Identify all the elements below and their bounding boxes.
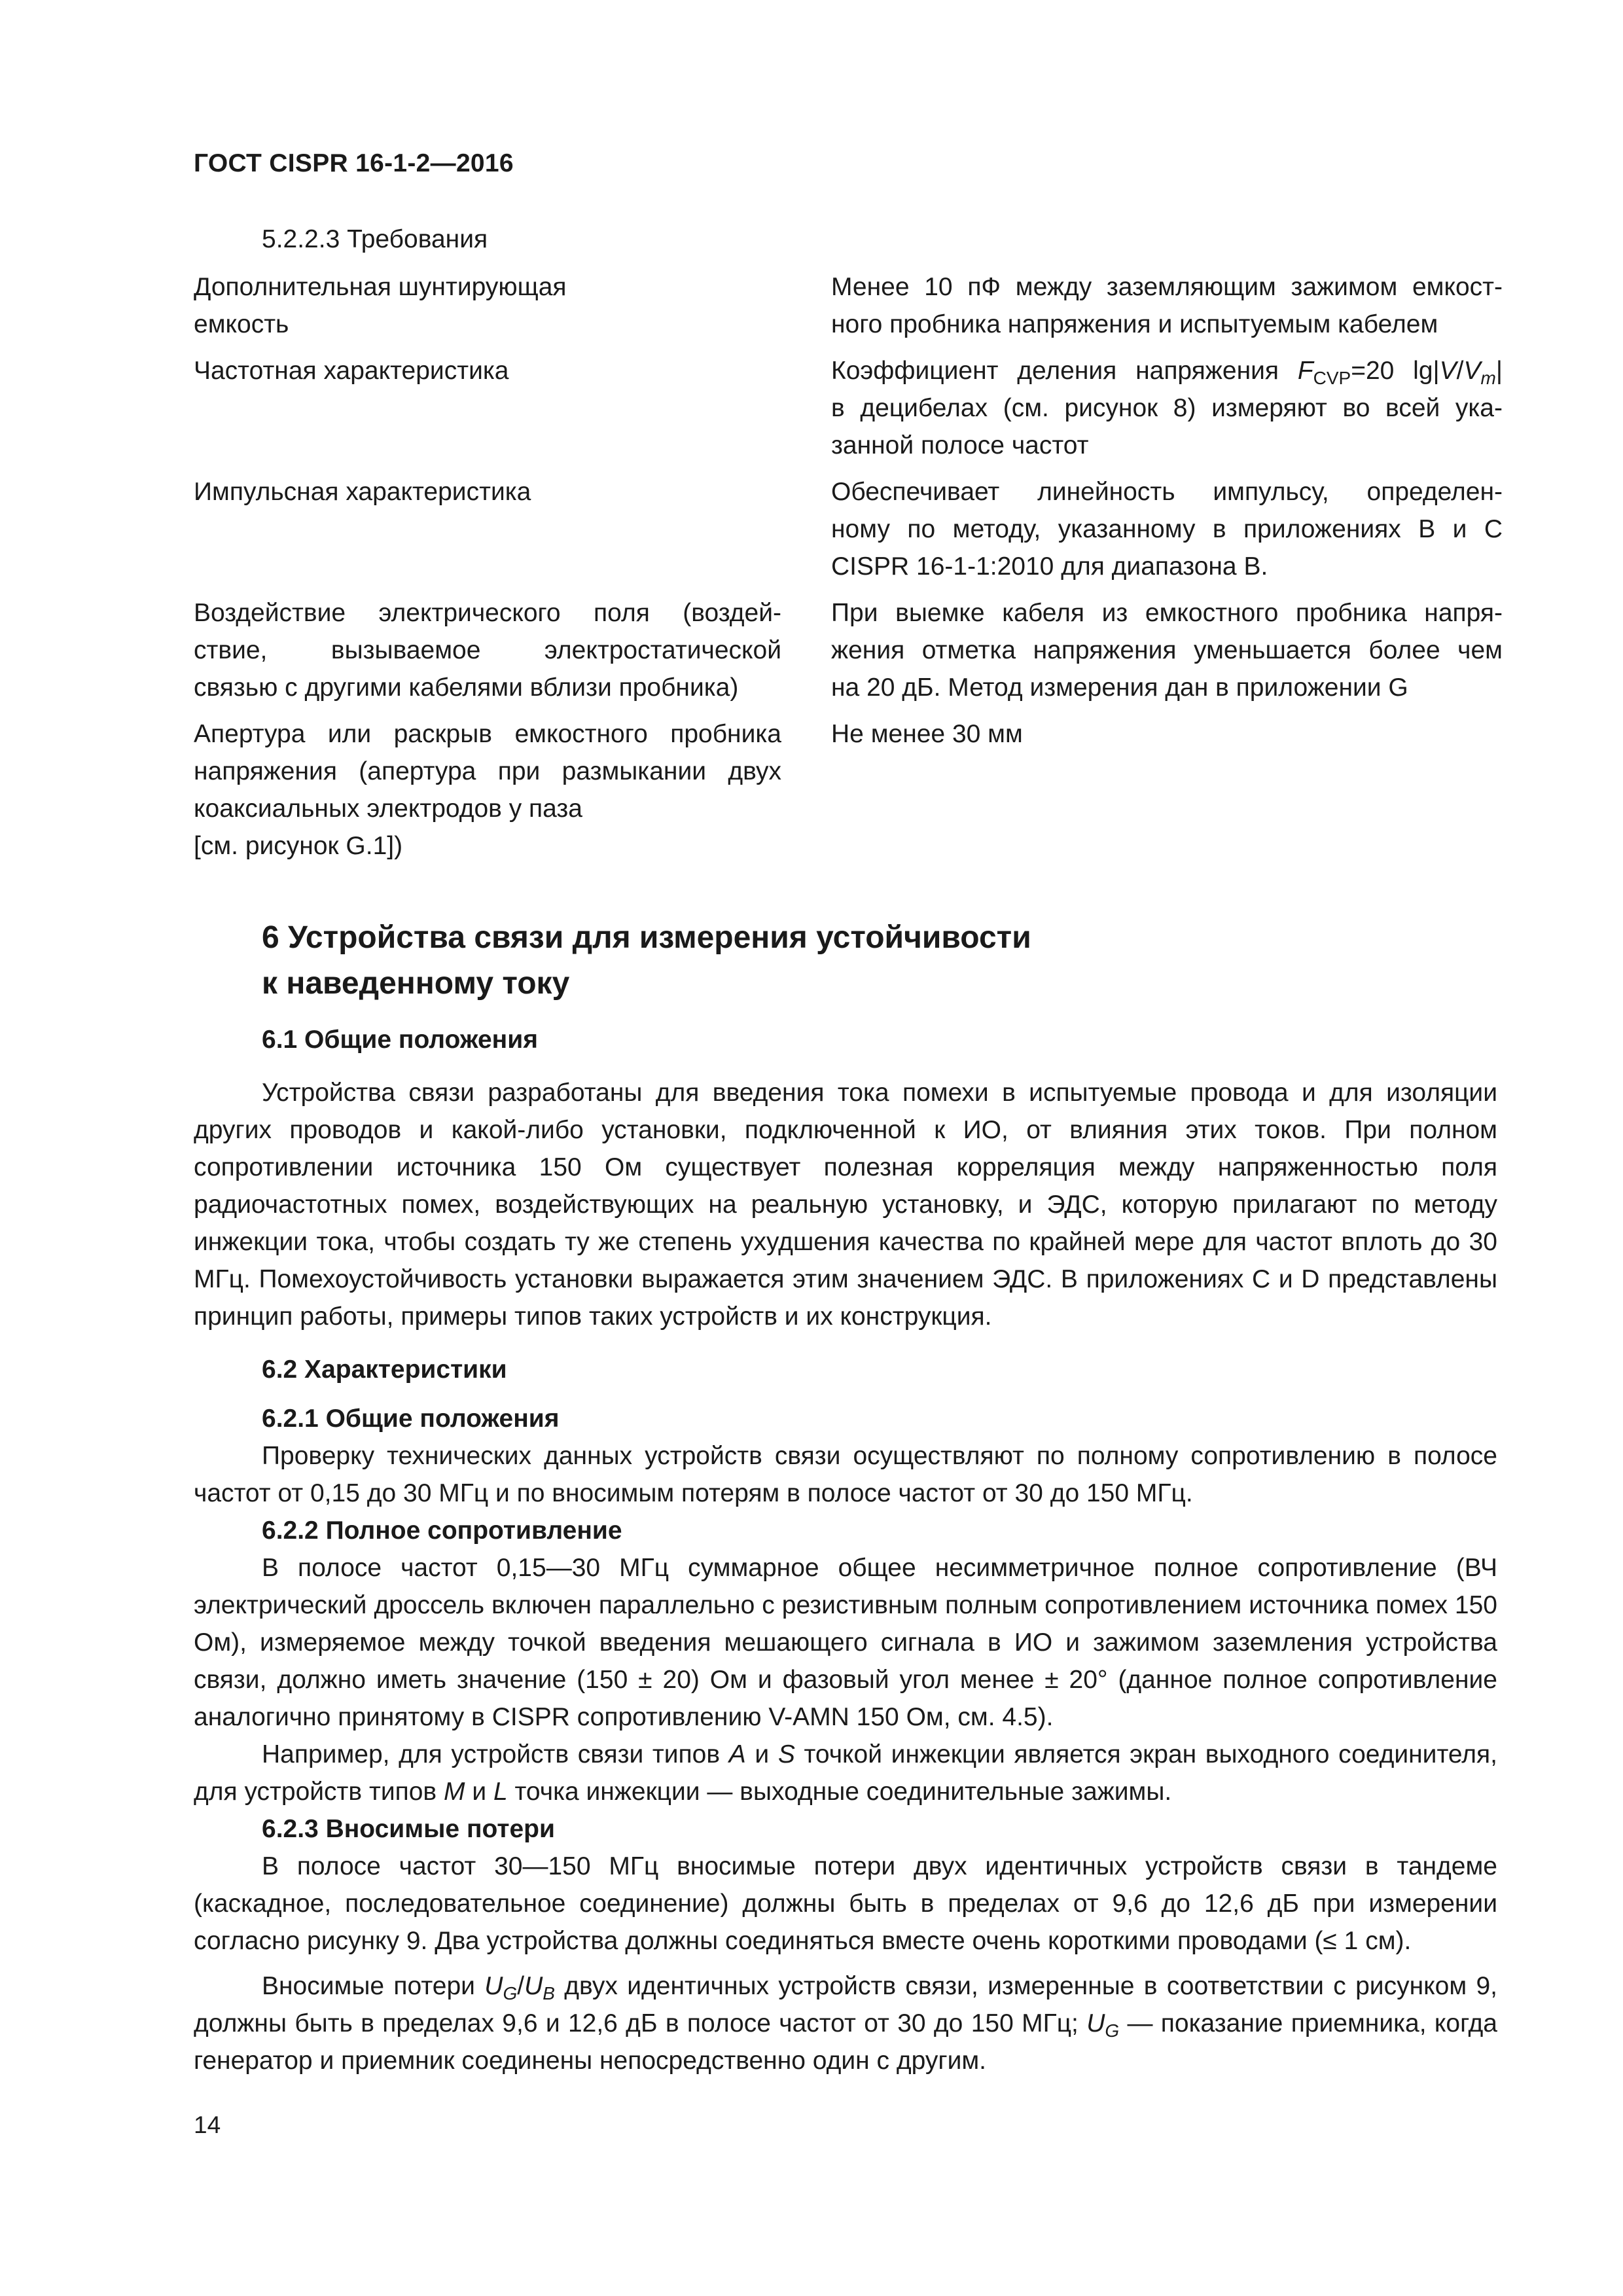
req-value [831,594,1503,706]
req-value-line: на 20 дБ. Метод измерения дан в приложении G [831,673,1408,702]
subsection-6-2-1-heading: 6.2.1 Общие положения [262,1405,560,1433]
req-param [194,715,781,865]
req-value-line: ному по методу, указанному в приложениях B и C [831,515,1503,543]
req-value [831,352,1503,464]
req-value-line: Не менее 30 мм [831,720,1023,748]
requirements-heading: 5.2.2.3 Требования [262,225,488,253]
req-param-line: [см. рисунок G.1]) [194,832,403,860]
req-row-electric-field [194,594,1503,706]
req-param-line: Воздействие электрического поля (воздей- [194,599,781,627]
req-param-line: емкость [194,310,289,338]
req-param-line: ствие, вызываемое электростатической [194,636,781,664]
req-value-line: занной полосе частот [831,431,1089,459]
req-row-aperture [194,715,1503,865]
section-6-body [194,1021,1497,2079]
req-param [194,268,781,343]
req-param [194,352,781,464]
req-value-line: ного пробника напряжения и испытуемым кабелем [831,310,1438,338]
subsection-6-2-2-heading: 6.2.2 Полное сопротивление [262,1516,622,1545]
req-value-line: При выемке кабеля из емкостного пробника напря- [831,599,1503,627]
requirements-table [194,268,1503,874]
subsection-6-2-heading: 6.2 Характеристики [262,1355,507,1384]
req-param-line: коаксиальных электродов у паза [194,795,582,823]
document-header: ГОСТ CISPR 16-1-2—2016 [194,149,514,177]
section-title-line: к наведенному току [262,966,570,1001]
subsection-6-2-1-text: Проверку технических данных устройств связи осуществляют по полному сопротивлению в полосе частот от 0,15 до 30 МГц и по вносимым потерям в полосе частот от 30 до 150 МГц. [194,1442,1497,1507]
subsection-6-1-text: Устройства связи разработаны для введения тока помехи в испытуемые провода и для изоляции других проводов и какой-либо установки, подключенной к ИО, от влияния этих токов. При полном сопротивлении источника 150 Ом существует полезная корреляция между напряженностью поля радиочастотных помех, воздействующих на реальную установку, и ЭДС, которую прилагают по методу инжекции тока, чтобы создать ту же степень ухудшения качества по крайней мере для частот вплоть до 30 МГц. Помехоустойчивость установки выражается этим значением ЭДС. В приложениях C и D представлены принцип работы, примеры типов таких устройств и их конструкция. [194,1079,1497,1331]
subsection-6-2-2-text: В полосе частот 0,15—30 МГц суммарное общее несимметричное полное сопротивление (ВЧ электрический дроссель включен параллельно с резистивным полным сопротивлением источника помех 150 Ом), измеряемое между точкой введения мешающего сигнала в ИО и зажимом заземления устройства связи, должно иметь значение (150 ± 20) Ом и фазовый угол менее ± 20° (данное полное сопротивление аналогично принятому в CISPR сопротивлению V-AMN 150 Ом, см. 4.5). [194,1554,1497,1731]
req-row-shunt-capacitance [194,268,1503,343]
req-value-line: Обеспечивает линейность импульсу, определен- [831,478,1503,506]
req-param-line: Апертура или раскрыв емкостного пробника [194,720,781,748]
subsection-6-2-3-text-2: Вносимые потери $U_G/U_B$ двух идентичных устройств связи, измеренные в соответствии с рисунком 9, должны быть в пределах 9,6 и 12,6 дБ в полосе частот от 30 до 150 МГц; $U_G$ — показание приемника, когда генератор и приемник соединены непосредственно один с другим. [194,1972,1497,2075]
subsection-6-2-3-text: В полосе частот 30—150 МГц вносимые потери двух идентичных устройств связи в тандеме (каскадное, последовательное соединение) должны быть в пределах от 9,6 до 12,6 дБ при измерении согласно рисунку 9. Два устройства должны соединяться вместе очень короткими проводами (≤ 1 см). [194,1852,1497,1955]
req-param-line: Импульсная характеристика [194,478,531,506]
req-value-formula-line: Коэффициент деления напряжения $F_{CVP}=20$ $\lg|V/V_m|$ [831,357,1503,388]
req-value-line: CISPR 16-1-1:2010 для диапазона B. [831,552,1268,581]
req-value-line: Менее 10 пФ между заземляющим зажимом емкост- [831,273,1503,301]
req-value-line: жения отметка напряжения уменьшается более чем [831,636,1503,664]
req-row-frequency-response [194,352,1503,464]
req-row-pulse-response [194,473,1503,585]
subsection-6-2-3-heading: 6.2.3 Вносимые потери [262,1815,555,1843]
subsection-6-1-heading: 6.1 Общие положения [262,1026,538,1054]
req-value-line: в децибелах (см. рисунок 8) измеряют во всей ука- [831,394,1503,422]
req-param [194,473,781,585]
req-value [831,473,1503,585]
page-number: 14 [194,2111,221,2138]
req-param-line: Дополнительная шунтирующая [194,273,567,301]
req-param [194,594,781,706]
req-value [831,268,1503,343]
req-param-line: Частотная характеристика [194,357,509,385]
req-param-line: напряжения (апертура при размыкании двух [194,757,781,785]
section-6-title [262,915,1031,1007]
req-value [831,715,1503,865]
subsection-6-2-2-example: Например, для устройств связи типов A и S точкой инжекции является экран выходного соединителя, для устройств типов M и L точка инжекции — выходные соединительные зажимы. [194,1740,1497,1806]
section-title-line: 6 Устройства связи для измерения устойчивости [262,920,1031,955]
req-param-line: связью с другими кабелями вблизи пробника) [194,673,739,702]
